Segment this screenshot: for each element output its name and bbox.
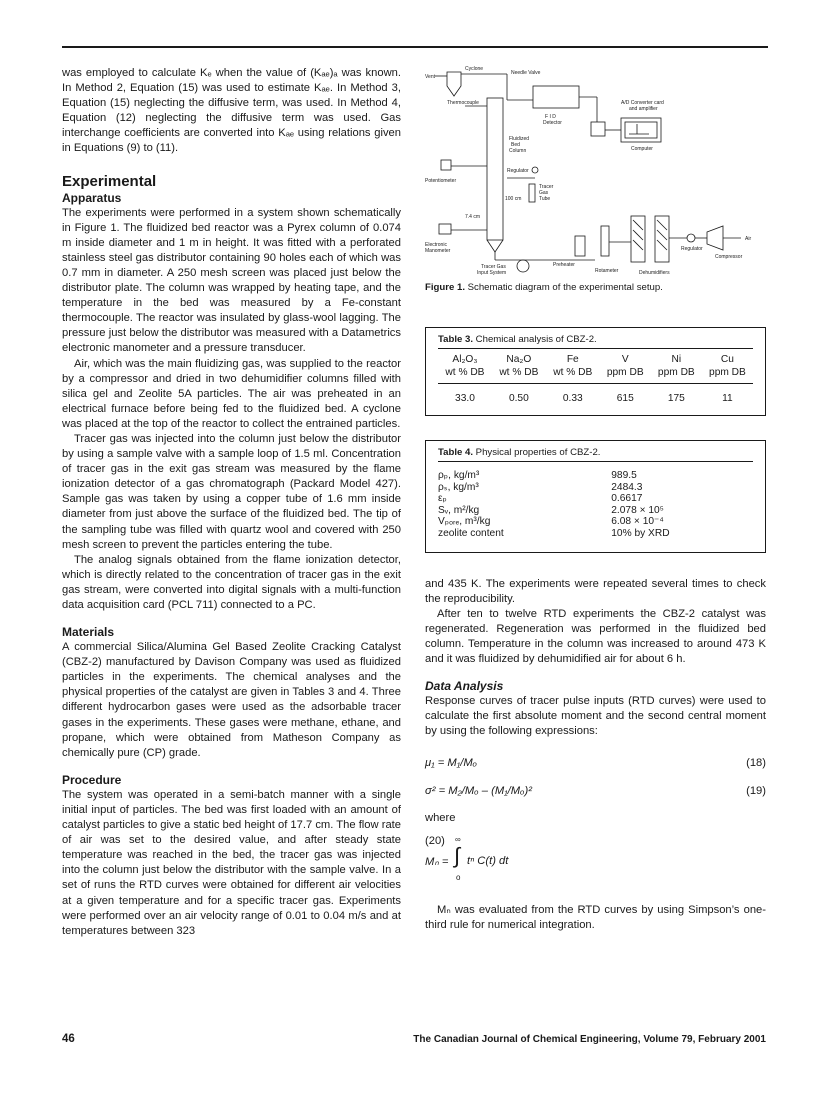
- ad-card-label: A/D Converter card: [621, 100, 664, 106]
- table-3-values-row: [438, 384, 753, 406]
- input-system-label: Input System: [477, 270, 507, 276]
- table-row: [438, 505, 753, 517]
- ad-card-box: [591, 122, 605, 136]
- equation-20-number: (20): [425, 834, 445, 847]
- table-4-grid: [438, 470, 753, 540]
- table-3-header: Na₂O: [506, 354, 532, 365]
- equation-20: [425, 835, 766, 891]
- regulator-symbol: [687, 234, 695, 242]
- table-row: [438, 516, 753, 528]
- data-analysis-heading: Data Analysis: [425, 679, 504, 694]
- header-rule: [62, 46, 768, 48]
- manometer-box: [439, 224, 451, 234]
- apparatus-heading: Apparatus: [62, 190, 122, 205]
- procedure-paragraph: The system was operated in a semi-batch manner with a single initial input of particles. The bed was first loaded with an amount of catalyst particles to give a static bed height of 17.7 cm. The flow rate of air was set to the desired value, and after steady state temperature was reached in the bed, the tracer gas was injected into the column just below the distributor with the sample valve. In a set of runs the RTD curves were obtained for different air velocities at a given temperature and for a specific tracer gas. Experiments were performed over an air velocity range of 0.01 to 0.04 m/s and at temperatures between 323: [62, 788, 401, 937]
- air-label: Air: [745, 236, 752, 242]
- tracer-input-symbol: [517, 260, 529, 272]
- thermocouple-label: Thermocouple: [447, 100, 479, 106]
- table-row: [438, 470, 753, 482]
- table-3-value: 33.0: [455, 393, 475, 404]
- detector-label: Detector: [543, 120, 562, 126]
- needle-valve-label: Needle Valve: [511, 70, 541, 76]
- table-4-property: Vₚₒᵣₑ, m³/kg: [438, 516, 491, 528]
- table-3-header: Al₂O₃: [452, 354, 478, 365]
- table-4-value: 2484.3: [611, 481, 643, 493]
- equation-19: [425, 785, 766, 803]
- equation-19-body: σ² = M₂/Mₒ – (M₁/Mₒ)²: [425, 785, 532, 798]
- dim-74-label: 7.4 cm: [465, 214, 481, 220]
- dehumidifier-2: [655, 216, 669, 262]
- gas-label: Gas: [539, 190, 549, 196]
- table-4-value: 0.6617: [611, 493, 643, 505]
- right-column: [425, 60, 766, 933]
- table-3-unit: ppm DB: [702, 366, 753, 384]
- potentiometer-label: Potentiometer: [425, 178, 457, 184]
- table-4-property: Sᵥ, m²/kg: [438, 504, 480, 516]
- table-3-value: 0.33: [562, 393, 583, 404]
- equation-18-body: μ₁ = M₁/Mₒ: [425, 757, 478, 770]
- potentiometer-box: [441, 160, 451, 170]
- equation-19-number: (19): [746, 785, 766, 798]
- fid-label: F I D: [545, 114, 556, 120]
- equation-20-rhs: tⁿ C(t) dt: [467, 854, 509, 867]
- apparatus-paragraph-1: The experiments were performed in a system shown schematically in Figure 1. The fluidized bed reactor was a Pyrex column of 0.074 m inside diameter and 1 m in height. It was fitted with a perforated stainless steel gas distributor containing 90 holes each of which was 0.7 mm in diameter. A 250 mesh screen was placed just below the distributor plate. The column was wrapped by heating tape, and the temperature in the bed was measured by a Fe-constant thermocouple. The reactor was insulated by glass-wool lagging. The pressure just below the distributor was measured with a Datametrics electronic manometer and a pressure transducer.: [62, 206, 401, 355]
- intro-paragraph: was employed to calculate Kₑ when the value of (Kₐₑ)ₐ was known. In Method 2, Equation (15) was used to estimate Kₐₑ. In Method 3, Equation (15) neglecting the diffusive term, was used. In Method 4, Equation (12) neglecting the diffusive term was used. Gas interchange coefficients are converted into Kₐₑ using relations given in Equations (9) to (11).: [62, 67, 401, 155]
- figure-1-schematic: [425, 60, 766, 278]
- column-cone: [487, 240, 503, 252]
- fluidized-label: Fluidized: [509, 136, 530, 142]
- table-3-unit: ppm DB: [651, 366, 702, 384]
- table-3-unit: wt % DB: [492, 366, 546, 384]
- integral-lower-limit: o: [456, 872, 461, 882]
- experimental-heading: Experimental: [62, 172, 157, 190]
- table-3-header: Cu: [720, 354, 734, 365]
- fid-box: [533, 86, 579, 108]
- regeneration-paragraph: After ten to twelve RTD experiments the CBZ-2 catalyst was regenerated. Regeneration was performed in the fluidized bed column. Temperature in the column was increased to around 473 K and it was fluidized by dehumidified air for about 6 h.: [425, 607, 766, 666]
- table-3-unit: wt % DB: [546, 366, 600, 384]
- where-text: where: [425, 812, 456, 825]
- table-3-header: Fe: [566, 354, 579, 365]
- materials-paragraph: A commercial Silica/Alumina Gel Based Zeolite Cracking Catalyst (CBZ-2) manufactured by Davison Company was used as fluidized particles in the experiments. The chemical analyses and the physical properties of the catalyst are given in Tables 3 and 4. Three different hydrocarbon gases were used as the adsorbable tracer gases in the experiments. These gases were methane, ethane, and propane, which were obtained from Matheson Company as chemically pure (CP) grade.: [62, 641, 401, 759]
- dehumidifiers-label: Dehumidifiers: [639, 270, 670, 276]
- compressor-label: Compressor: [715, 254, 743, 260]
- table-3-value: 175: [667, 393, 685, 404]
- continued-paragraph: and 435 K. The experiments were repeated several times to check the reproducibility.: [425, 577, 766, 605]
- table-row: [438, 528, 753, 540]
- apparatus-paragraph-3: Tracer gas was injected into the column just below the distributor by using a sample valve with a sample loop of 1.5 ml. Concentration of tracer gas in the exit gas stream was measured by the flame ionization detector of a gas chromatograph (Packard Model 427). Sample gas was taken by using a copper tube of 1.6 mm inside diameter from just above the surface of the fluidized bed. The tip of the sampling tube was filled with quartz wool and covered with 250 mesh screen to prevent the particles entering the tube.: [62, 432, 401, 551]
- table-3-unit: wt % DB: [438, 366, 492, 384]
- table-3-grid: [438, 353, 753, 405]
- fluidized-bed-column: [487, 98, 503, 240]
- table-row: [438, 482, 753, 494]
- compressor-shape: [707, 226, 723, 250]
- table-3-units-row: [438, 366, 753, 384]
- table-3-value: 0.50: [508, 393, 529, 404]
- table-4-value: 10% by XRD: [611, 527, 670, 539]
- final-paragraph: Mₙ was evaluated from the RTD curves by using Simpson’s one-third rule for numerical integration.: [425, 903, 766, 931]
- procedure-heading: Procedure: [62, 772, 122, 787]
- computer-screen: [625, 122, 657, 138]
- apparatus-paragraph-4: The analog signals obtained from the flame ionization detector, which is directly related to the concentration of tracer gas in the exit gas stream, were converted into digital signals with a multi-function data acquisition card (PCL 711) connected to a PC.: [62, 553, 401, 611]
- figure-caption: [425, 282, 766, 293]
- dehumidifier-hatching: [633, 220, 667, 250]
- integral-sign-icon: ∫: [454, 842, 461, 868]
- page-number: 46: [62, 1033, 75, 1045]
- table-4-value: 2.078 × 10⁵: [611, 504, 664, 516]
- table-4-caption: [438, 447, 753, 462]
- journal-footer: The Canadian Journal of Chemical Engineering, Volume 79, February 2001: [413, 1034, 766, 1045]
- figure-caption-text: Schematic diagram of the experimental setup.: [464, 282, 663, 293]
- table-4-property: zeolite content: [438, 527, 504, 539]
- table-4-caption-text: Physical properties of CBZ-2.: [473, 447, 601, 458]
- regulator-top-label: Regulator: [507, 168, 529, 174]
- tracer-gas-label: Tracer Gas: [481, 264, 506, 270]
- tube-label: Tube: [539, 196, 551, 202]
- table-3-header: V: [621, 354, 629, 365]
- dehumidifier-1: [631, 216, 645, 262]
- equation-18: [425, 757, 766, 775]
- rotameter-box: [601, 226, 609, 256]
- left-column: [62, 66, 401, 939]
- regulator-label: Regulator: [681, 246, 703, 252]
- column-label: Column: [509, 148, 527, 154]
- table-3: [425, 327, 766, 416]
- table-3-caption-text: Chemical analysis of CBZ-2.: [473, 334, 597, 345]
- bed-label: Bed: [511, 142, 520, 148]
- table-3-header: Ni: [671, 354, 682, 365]
- figure-caption-label: Figure 1.: [425, 282, 465, 293]
- tracer-gas-tube: [529, 184, 535, 202]
- table-3-caption-label: Table 3.: [438, 334, 474, 345]
- electronic-label: Electronic: [425, 242, 447, 248]
- table-3-caption: [438, 334, 753, 349]
- equation-18-number: (18): [746, 757, 766, 770]
- table-4-property: ρₛ, kg/m³: [438, 481, 479, 493]
- cyclone-label: Cyclone: [465, 66, 484, 72]
- table-4-property: ρₚ, kg/m³: [438, 470, 480, 481]
- rotameter-label: Rotameter: [595, 268, 619, 274]
- equation-20-lhs: Mₙ =: [425, 855, 449, 868]
- preheater-label: Preheater: [553, 262, 575, 268]
- dim-100-label: 100 cm: [505, 196, 522, 202]
- table-4-value: 989.5: [611, 470, 637, 481]
- materials-heading: Materials: [62, 625, 115, 640]
- vent-label: Vent: [425, 74, 436, 80]
- data-analysis-paragraph: Response curves of tracer pulse inputs (RTD curves) were used to calculate the first absolute moment and the second central moment by using the following expressions:: [425, 695, 766, 738]
- amplifier-label: and amplifier: [629, 106, 658, 112]
- tracer-label: Tracer: [539, 184, 554, 190]
- computer-label: Computer: [631, 146, 653, 152]
- table-4-property: εₚ: [438, 493, 447, 505]
- computer-trace: [629, 124, 649, 134]
- regulator-top-symbol: [532, 167, 538, 173]
- table-4-value: 6.08 × 10⁻⁴: [611, 516, 664, 528]
- table-3-header-row: [438, 353, 753, 366]
- schematic-svg: [425, 60, 766, 278]
- table-4-caption-label: Table 4.: [438, 447, 474, 458]
- table-4: [425, 440, 766, 553]
- cyclone-shape: [447, 72, 461, 96]
- table-3-value: 615: [616, 393, 634, 404]
- apparatus-paragraph-2: Air, which was the main fluidizing gas, was supplied to the reactor by a compressor and dried in two dehumidifier columns filled with silica gel and Zeolite 5A particles. The air was preheated in an electrical furnace before being fed to the fluidized bed. A cyclone was placed at the top of the reactor to collect the entrained particles.: [62, 357, 401, 430]
- preheater-box: [575, 236, 585, 256]
- table-3-unit: ppm DB: [600, 366, 651, 384]
- table-3-value: 11: [722, 393, 733, 404]
- manometer-label: Manometer: [425, 248, 451, 254]
- table-row: [438, 493, 753, 505]
- integral-upper-limit: ∞: [455, 834, 461, 844]
